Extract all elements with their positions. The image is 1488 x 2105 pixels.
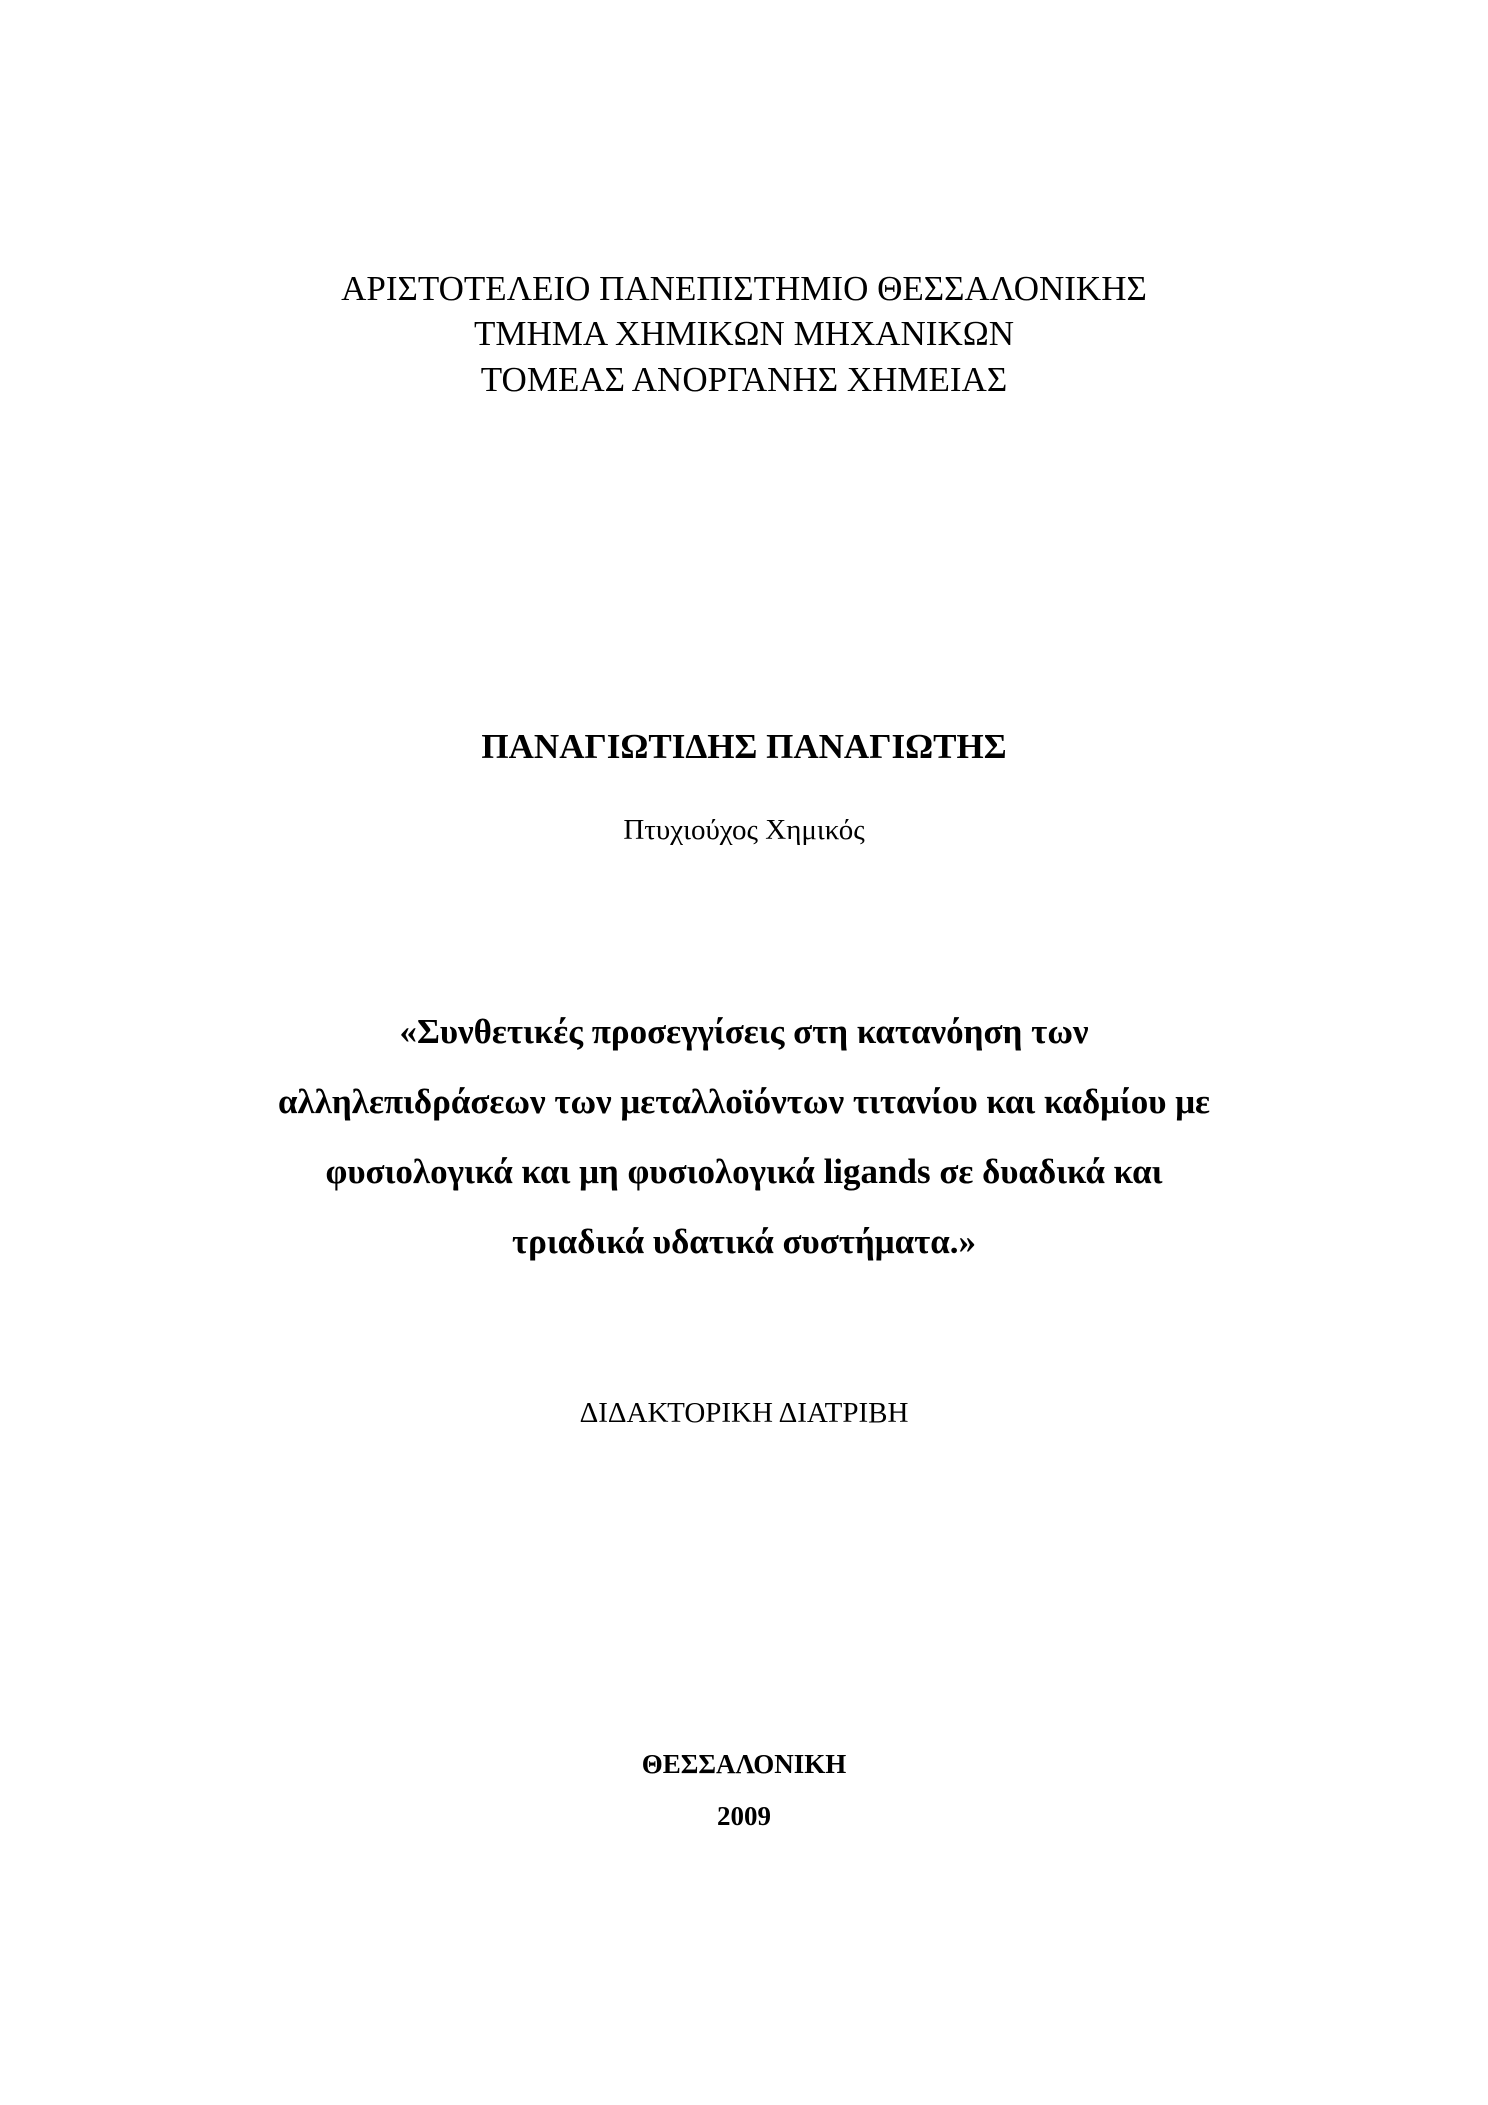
thesis-title-line: «Συνθετικές προσεγγίσεις στη κατανόηση των <box>399 1012 1089 1051</box>
author-name: ΠΑΝΑΓΙΩΤΙΔΗΣ ΠΑΝΑΓΙΩΤΗΣ <box>481 727 1007 766</box>
author-degree: Πτυχιούχος Χημικός <box>623 814 865 846</box>
document-type: ΔΙΔΑΚΤΟΡΙΚΗ ΔΙΑΤΡΙΒΗ <box>579 1397 909 1429</box>
department-name: ΤΜΗΜΑ ΧΗΜΙΚΩΝ ΜΗΧΑΝΙΚΩΝ <box>473 314 1015 353</box>
sector-name: ΤΟΜΕΑΣ ΑΝΟΡΓΑΝΗΣ ΧΗΜΕΙΑΣ <box>480 360 1008 399</box>
thesis-title-line: αλληλεπιδράσεων των μεταλλοϊόντων τιτανίου και καδμίου με <box>277 1082 1211 1121</box>
publication-year: 2009 <box>717 1801 771 1831</box>
thesis-title-line: φυσιολογικά και μη φυσιολογικά ligands σε δυαδικά και <box>325 1152 1163 1191</box>
university-name: ΑΡΙΣΤΟΤΕΛΕΙΟ ΠΑΝΕΠΙΣΤΗΜΙΟ ΘΕΣΣΑΛΟΝΙΚΗΣ <box>341 269 1147 308</box>
thesis-title-line: τριαδικά υδατικά συστήματα.» <box>511 1222 977 1261</box>
city-name: ΘΕΣΣΑΛΟΝΙΚΗ <box>641 1749 847 1779</box>
